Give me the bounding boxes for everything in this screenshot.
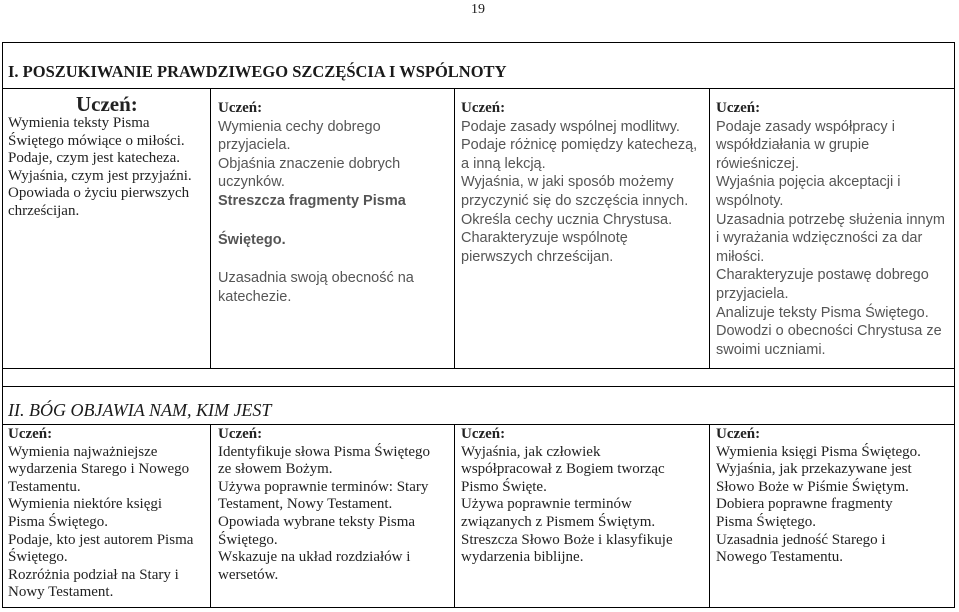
cell-line: swoimi uczniami. bbox=[716, 341, 826, 358]
cell-line: uczynków. bbox=[218, 174, 285, 191]
section-2-col-2 bbox=[218, 426, 430, 584]
row-divider bbox=[2, 88, 955, 89]
cell-line: Podaje, kto jest autorem Pisma bbox=[8, 531, 194, 548]
cell-line: Pismo Święte. bbox=[461, 478, 547, 495]
cell-line: Opowiada wybrane teksty Pisma bbox=[218, 513, 416, 530]
cell-line: przyjaciela. bbox=[218, 137, 291, 154]
cell-line: Podaje zasady współpracy i bbox=[716, 118, 895, 135]
cell-line: Wyjaśnia, w jaki sposób możemy bbox=[461, 174, 674, 191]
cell-line: Świętego. bbox=[218, 231, 286, 248]
cell-line: Objaśnia znaczenie dobrych bbox=[218, 155, 401, 172]
column-divider bbox=[454, 424, 455, 608]
row-divider bbox=[2, 424, 955, 425]
cell-line: Wymienia teksty Pisma bbox=[8, 115, 150, 131]
cell-line: Charakteryzuje postawę dobrego bbox=[716, 267, 929, 284]
cell-line: Pisma Świętego. bbox=[8, 513, 108, 530]
cell-line: Podaje różnicę pomiędzy katechezą, bbox=[461, 137, 698, 154]
cell-line: przyczynić się do szczęścia innych. bbox=[461, 192, 689, 209]
section-1-col-3 bbox=[461, 99, 697, 266]
cell-line: chrześcijan. bbox=[8, 202, 80, 219]
row-divider bbox=[2, 386, 955, 387]
cell-line: pierwszych chrześcijan. bbox=[461, 248, 614, 265]
cell-line: Określa cechy ucznia Chrystusa. bbox=[461, 211, 673, 228]
cell-line: Opowiada o życiu pierwszych bbox=[8, 185, 190, 202]
section-2-col-4 bbox=[716, 426, 921, 567]
cell-line: Dowodzi o obecności Chrystusa ze bbox=[716, 323, 942, 340]
cell-line: wersetów. bbox=[218, 566, 279, 583]
cell-line: Nowego Testamentu. bbox=[716, 549, 843, 566]
cell-line: wydarzenia Starego i Nowego bbox=[8, 461, 190, 478]
cell-line: Podaje zasady wspólnej modlitwy. bbox=[461, 118, 680, 135]
section-1-col-1 bbox=[8, 93, 192, 221]
section-2-col-3 bbox=[461, 426, 673, 567]
cell-line: Używa poprawnie terminów: Stary bbox=[218, 478, 429, 495]
cell-line: Uzasadnia jedność Starego i bbox=[716, 531, 886, 548]
cell-label: Uczeń: bbox=[218, 100, 263, 116]
cell-line: związanych z Pismem Świętym. bbox=[461, 513, 656, 530]
column-divider bbox=[454, 88, 455, 368]
cell-line: przyjaciela. bbox=[716, 285, 789, 302]
cell-line: Analizuje teksty Pisma Świętego. bbox=[716, 304, 929, 321]
cell-line: współpracował z Bogiem tworząc bbox=[461, 461, 665, 478]
cell-line: Uzasadnia swoją obecność na bbox=[218, 270, 414, 287]
cell-line: Testament, Nowy Testament. bbox=[218, 496, 393, 513]
cell-line: Świętego. bbox=[218, 531, 278, 548]
cell-line: Rozróżnia podział na Stary i bbox=[8, 566, 179, 583]
section-1-col-4 bbox=[716, 99, 945, 359]
cell-label: Uczeń: bbox=[8, 426, 53, 442]
cell-line: Charakteryzuje wspólnotę bbox=[461, 230, 628, 247]
cell-line: i wyrażania wdzięczności za dar bbox=[716, 230, 923, 247]
cell-line: Wyjaśnia, jak przekazywane jest bbox=[716, 461, 912, 478]
cell-line: wydarzenia biblijne. bbox=[461, 549, 584, 566]
cell-label: Uczeń: bbox=[716, 426, 761, 442]
cell-label: Uczeń: bbox=[461, 100, 506, 116]
row-divider bbox=[2, 368, 955, 369]
section-1-col-2 bbox=[218, 99, 414, 306]
cell-line: Wyjaśnia, jak człowiek bbox=[461, 443, 601, 460]
column-divider bbox=[709, 88, 710, 368]
section-1-heading: I. POSZUKIWANIE PRAWDZIWEGO SZCZĘŚCIA I WSPÓLNOTY bbox=[8, 62, 507, 81]
cell-label: Uczeń: bbox=[461, 426, 506, 442]
cell-line: Streszcza Słowo Boże i klasyfikuje bbox=[461, 531, 673, 548]
cell-line: Wymienia niektóre księgi bbox=[8, 496, 163, 513]
cell-line: Wyjaśnia pojęcia akceptacji i bbox=[716, 174, 901, 191]
cell-line: Identyfikuje słowa Pisma Świętego bbox=[218, 443, 431, 460]
section-2-heading: II. BÓG OBJAWIA NAM, KIM JEST bbox=[8, 400, 272, 420]
cell-line: Pisma Świętego. bbox=[716, 513, 816, 530]
cell-line: współdziałania w grupie bbox=[716, 137, 870, 154]
cell-line: Wskazuje na układ rozdziałów i bbox=[218, 549, 411, 566]
cell-line: a inną lekcją. bbox=[461, 155, 546, 172]
cell-line: Testamentu. bbox=[8, 478, 81, 495]
column-divider bbox=[210, 88, 211, 368]
cell-line: Nowy Testament. bbox=[8, 584, 114, 601]
cell-line: rówieśniczej. bbox=[716, 155, 799, 172]
cell-line: Podaje, czym jest katecheza. bbox=[8, 150, 181, 167]
column-divider bbox=[709, 424, 710, 608]
cell-line: wspólnoty. bbox=[716, 192, 784, 209]
cell-label: Uczeń: bbox=[716, 100, 761, 116]
cell-label: Uczeń: bbox=[76, 92, 138, 116]
cell-line: Świętego mówiące o miłości. bbox=[8, 132, 185, 149]
cell-line: Wymienia księgi Pisma Świętego. bbox=[716, 443, 921, 460]
section-2-col-1 bbox=[8, 426, 193, 602]
cell-line: ze słowem Bożym. bbox=[218, 461, 333, 478]
cell-line: Wymienia najważniejsze bbox=[8, 443, 158, 460]
column-divider bbox=[210, 424, 211, 608]
cell-line: Używa poprawnie terminów bbox=[461, 496, 632, 513]
page-number: 19 bbox=[471, 2, 485, 17]
cell-line: katechezie. bbox=[218, 288, 292, 305]
cell-line: Świętego. bbox=[8, 549, 68, 566]
cell-line: Wymienia cechy dobrego bbox=[218, 118, 381, 135]
cell-line: Streszcza fragmenty Pisma bbox=[218, 192, 406, 209]
cell-line: miłości. bbox=[716, 248, 765, 265]
cell-line: Słowo Boże w Piśmie Świętym. bbox=[716, 478, 909, 495]
cell-line: Wyjaśnia, czym jest przyjaźni. bbox=[8, 167, 192, 184]
cell-label: Uczeń: bbox=[218, 426, 263, 442]
cell-line: Uzasadnia potrzebę służenia innym bbox=[716, 211, 945, 228]
cell-line: Dobiera poprawne fragmenty bbox=[716, 496, 893, 513]
